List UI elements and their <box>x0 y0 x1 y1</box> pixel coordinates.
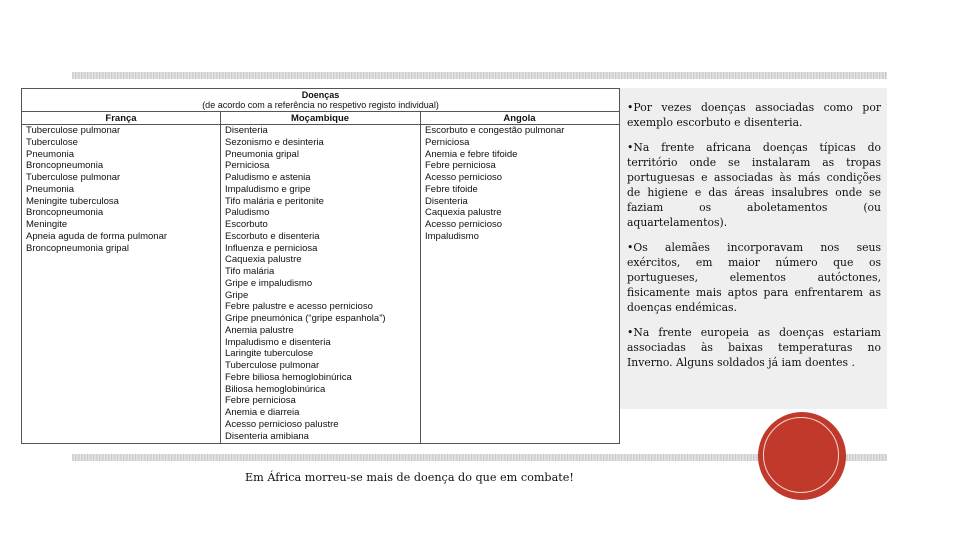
table-cell: Anemia e diarreia <box>225 407 300 418</box>
table-cell: Biliosa hemoglobinúrica <box>225 383 326 395</box>
table-cell: Paludismo <box>225 207 270 219</box>
column-header-mocambique: Moçambique <box>290 113 350 124</box>
table-cell: Laringite tuberculose <box>225 348 314 360</box>
slide-caption: Em África morreu-se mais de doença do que em combate! <box>245 471 574 484</box>
table-cell: Caquexia palustre <box>225 254 302 266</box>
table-cell: Perniciosa <box>225 160 270 172</box>
table-cell: Paludismo e astenia <box>225 172 311 183</box>
table-cell: Anemia e febre tifoide <box>425 148 518 160</box>
column-header-angola: Angola <box>503 113 536 124</box>
table-cell: Tifo malária <box>225 266 275 277</box>
header-divider <box>22 111 619 112</box>
table-cell: Pneumonia gripal <box>225 148 299 160</box>
table-cell: Sezonismo e desinteria <box>225 136 324 148</box>
table-cell: Pneumonia <box>26 148 75 160</box>
table-cell: Pneumonia <box>26 183 75 195</box>
table-cell: Acesso pernicioso palustre <box>225 418 339 430</box>
table-cell: Impaludismo e gripe <box>225 183 311 195</box>
table-cell: Acesso pernicioso <box>425 172 503 183</box>
table-cell: Impaludismo <box>425 230 479 242</box>
bullet-item: •Os alemães incorporavam nos seus exércitos, em maior número que os portugueses, elementos autóctones, fisicamente mais aptos para enfrentarem as doenças endémicas. <box>627 241 881 314</box>
table-cell: Gripe e impaludismo <box>225 277 313 289</box>
table-cell: Caquexia palustre <box>425 207 502 219</box>
table-cell: Disenteria <box>225 125 268 136</box>
bullet-item: •Na frente europeia as doenças estariam associadas às baixas temperaturas no Inverno. Alguns soldados já iam doentes . <box>627 326 881 369</box>
table-cell: Meningite tuberculosa <box>26 195 119 207</box>
table-cell: Disenteria amibiana <box>225 430 309 442</box>
bullet-list <box>627 100 881 380</box>
table-cell: Anemia palustre <box>225 324 294 336</box>
table-cell: Disenteria <box>425 195 468 207</box>
table-cell: Apneia aguda de forma pulmonar <box>26 230 168 242</box>
table-subtitle: (de acordo com a referência no respetivo registo individual) <box>202 100 439 110</box>
table-cell: Broncopneumonia <box>26 207 104 219</box>
table-cell: Febre perniciosa <box>425 160 496 172</box>
table-cell: Meningite <box>26 219 68 230</box>
table-cell: Febre perniciosa <box>225 395 296 407</box>
table-cell: Impaludismo e disenteria <box>225 336 331 348</box>
table-cell: Tuberculose <box>26 136 78 148</box>
column-header-franca: França <box>105 113 137 124</box>
column-divider-1 <box>220 112 221 443</box>
diseases-table <box>21 88 620 444</box>
table-cell: Tuberculose pulmonar <box>26 172 121 183</box>
decorative-circle <box>758 412 846 500</box>
table-title: Doenças <box>301 90 340 100</box>
table-cell: Influenza e perniciosa <box>225 242 318 254</box>
table-cell: Perniciosa <box>425 136 470 148</box>
table-cell: Escorbuto e congestão pulmonar <box>425 125 565 136</box>
table-cell: Gripe <box>225 289 249 301</box>
table-cell: Broncopneumonia gripal <box>26 242 129 254</box>
table-cell: Tifo malária e peritonite <box>225 195 324 207</box>
column-mocambique <box>225 125 386 442</box>
table-cell: Tuberculose pulmonar <box>225 360 320 371</box>
table-cell: Tuberculose pulmonar <box>26 125 121 136</box>
table-cell: Acesso pernicioso <box>425 219 503 230</box>
bullet-item: •Por vezes doenças associadas como por exemplo escorbuto e disenteria. <box>627 101 881 129</box>
table-cell: Escorbuto e disenteria <box>225 230 320 242</box>
column-angola <box>425 125 564 243</box>
table-cell: Febre biliosa hemoglobinúrica <box>225 371 352 383</box>
table-cell: Febre tifoide <box>425 183 478 195</box>
table-cell: Gripe pneumónica (“gripe espanhola”) <box>225 313 386 324</box>
column-divider-2 <box>420 112 421 443</box>
bullet-item: •Na frente africana doenças típicas do território onde se instalaram as tropas portuguesas e associadas às más condições de higiene e das áreas insalubres onde se faziam os aboletamentos (ou aquartelamentos). <box>627 141 881 229</box>
table-cell: Febre palustre e acesso pernicioso <box>225 301 373 313</box>
table-cell: Escorbuto <box>225 219 268 230</box>
top-divider-band <box>72 72 887 79</box>
column-franca <box>26 125 167 254</box>
table-cell: Broncopneumonia <box>26 160 104 172</box>
